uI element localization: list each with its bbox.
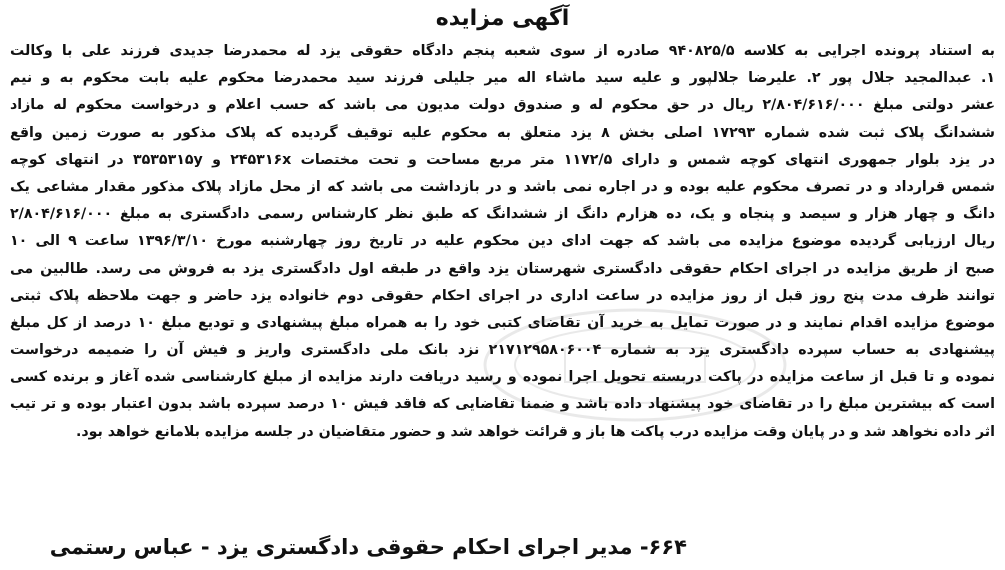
notice-line: است که بیشترین مبلغ را در تقاضای خود پیشنهاد داده باشد و ضمنا تقاضایی که فاقد فیش ۱۰ درصد سپرده باشد بدون اعتبار بوده و تر تیب (10, 396, 995, 413)
notice-line: به استناد پرونده اجرایی به کلاسه ۹۴۰۸۲۵/۵ صادره از سوی شعبه پنجم دادگاه حقوقی یزد له محمدرضا جدیدی فرزند علی با وکالت (10, 43, 995, 59)
notice-line: توانند ظرف مدت پنج روز قبل از روز مزایده در ساعت اداری در اجرای احکام حقوقی دوم خانواده یزد حاضر و جهت ملاحظه پلاک ثبتی (10, 287, 995, 304)
notice-line: دانگ و چهار هزار و سیصد و پنجاه و یک، ده هزارم دانگ از ششدانگ که طبق نظر کارشناس رسمی دادگستری به مبلغ ۲/۸۰۴/۶۱۶/۰۰۰ (10, 206, 995, 223)
notice-line: پیشنهادی به حساب سپرده دادگستری یزد به شماره ۲۱۷۱۲۹۵۸۰۶۰۰۴ نزد بانک ملی دادگستری واریز و فیش آن را ضمیمه درخواست (10, 342, 995, 359)
notice-footer-signature: ۶۶۴- مدیر اجرای احکام حقوقی دادگستری یزد - عباس رستمی (49, 535, 687, 559)
notice-line: اثر داده نخواهد شد و در پایان وقت مزایده درب پاکت ها باز و قرائت خواهد شد و حضور متقاضیان در جلسه مزایده بلامانع خواهد بود. (75, 423, 995, 440)
notice-line: در یزد بلوار جمهوری انتهای کوچه شمس و دارای ۱۱۷۲/۵ متر مربع مساحت و تحت مختصات ۲۴۵۳۱۶x و ۳۵۳۵۳۱۵y در انتهای کوچه (10, 151, 995, 168)
notice-line: ریال ارزیابی گردیده موضوع مزایده می باشد که جهت ادای دین محکوم علیه در تاریخ روز چهارشنبه مورخ ۱۳۹۶/۳/۱۰ ساعت ۹ الی ۱۰ (10, 233, 995, 250)
notice-line: ۱. عبدالمجید جلال پور ۲. علیرضا جلالپور و علیه سید ماشاء اله میر جلیلی فرزند سید محمدرضا محکوم علیه بابت محکوم به و نیم (10, 70, 995, 87)
notice-line: شمس قرارداد و در تصرف محکوم علیه بوده و در اجاره نمی باشد و در بازداشت می باشد که از محل مازاد پلاک مذکور مقدار مشاعی یک (10, 178, 995, 195)
notice-line: صبح از طریق مزایده در اجرای احکام حقوقی دادگستری شهرستان یزد واقع در طبقه اول دادگستری یزد به فروش می رسد. طالبین می (10, 260, 995, 277)
notice-title: آگهی مزایده (435, 6, 570, 31)
notice-line: ششدانگ پلاک ثبت شده شماره ۱۷۲۹۳ اصلی بخش ۸ یزد متعلق به محکوم علیه توقیف گردیده که پلاک مذکور به صورت زمین واقع (10, 124, 995, 141)
notice-line: عشر دولتی مبلغ ۲/۸۰۴/۶۱۶/۰۰۰ ریال در حق محکوم له و صندوق دولت مدیون می باشد که حسب اعلام و درخواست محکوم له مازاد (10, 97, 995, 114)
notice-line: نموده و تا قبل از ساعت مزایده در پاکت دربسته تحویل اجرا نموده و رسید دریافت دارند مزایده از مبلغ کارشناسی شده آغاز و برنده کسی (10, 369, 995, 386)
notice-body (10, 38, 995, 446)
notice-line: موضوع مزایده اقدام نمایند و در صورت تمایل به خرید آن تقاضای کتبی خود را به همراه مبلغ پیشنهادی و تودیع مبلغ ۱۰ درصد از کل مبلغ (10, 314, 995, 331)
